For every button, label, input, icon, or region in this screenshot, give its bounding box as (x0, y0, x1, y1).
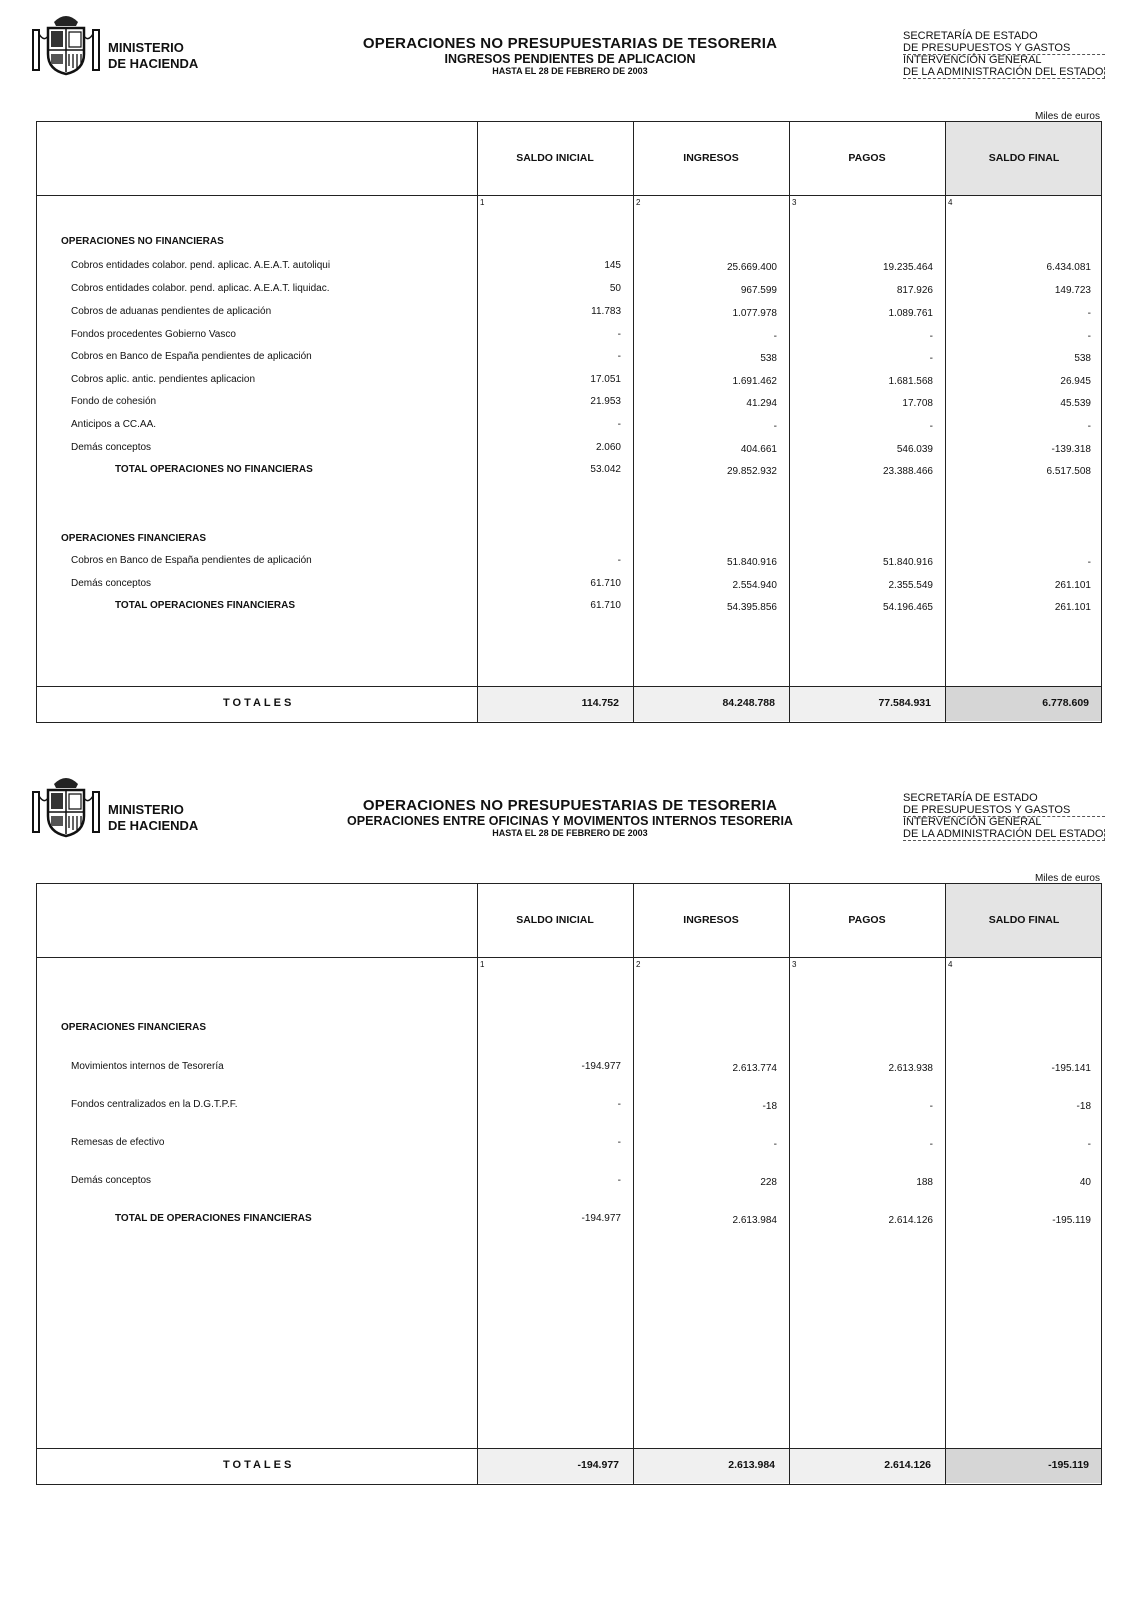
table-cell: - (929, 421, 933, 432)
table-cell: 26.945 (1060, 376, 1091, 387)
total-row-label: TOTAL DE OPERACIONES FINANCIERAS (115, 1213, 312, 1224)
column-number: 3 (792, 198, 797, 207)
table-cell: - (929, 353, 933, 364)
table-cell: 967.599 (740, 285, 777, 296)
total-row-label: TOTAL OPERACIONES FINANCIERAS (115, 600, 296, 611)
table-cell: 546.039 (896, 444, 933, 455)
table-cell: -18 (762, 1101, 777, 1112)
column-divider (789, 122, 790, 722)
column-header: SALDO FINAL (988, 152, 1060, 164)
table-cell: - (1087, 1139, 1091, 1150)
table-cell: 2.613.938 (888, 1063, 933, 1074)
column-divider (477, 884, 478, 1484)
report-heading (250, 798, 890, 839)
header-divider (37, 957, 1101, 958)
table-cell: 1.089.761 (888, 308, 933, 319)
totales-cell: 114.752 (581, 697, 619, 709)
row-label: Fondos procedentes Gobierno Vasco (71, 329, 236, 340)
row-label: Cobros aplic. antic. pendientes aplicacion (71, 374, 255, 385)
report-subtitle: INGRESOS PENDIENTES DE APLICACION (444, 52, 696, 66)
table-cell: 51.840.916 (726, 557, 777, 568)
totales-label: TOTALES (223, 697, 295, 709)
table-cell: 1.077.978 (732, 308, 777, 319)
table-cell: - (929, 331, 933, 342)
table-cell: 2.614.126 (888, 1215, 933, 1226)
table-cell: 261.101 (1054, 580, 1091, 591)
table-cell: 538 (1074, 353, 1091, 364)
column-number: 2 (636, 198, 641, 207)
table-cell: 61.710 (590, 600, 621, 611)
column-divider (945, 122, 946, 722)
table-cell: 2.554.940 (732, 580, 777, 591)
coat-of-arms-logo (30, 774, 102, 840)
table-cell: 6.434.081 (1046, 262, 1091, 273)
secretaria-block: SECRETARÍA DE ESTADO DE PRESUPUESTOS Y GASTOS INTERVENCIÓN GENERAL DE LA ADMINISTRACIÓN DEL ESTADO (903, 30, 1104, 78)
column-header: SALDO FINAL (988, 914, 1060, 926)
row-label: Demás conceptos (71, 442, 152, 453)
table-cell: 41.294 (746, 398, 777, 409)
table-cell: - (929, 1101, 933, 1112)
totales-cell: 77.584.931 (878, 697, 931, 709)
table-cell: - (617, 555, 621, 566)
column-number: 4 (948, 960, 953, 969)
table-cell: - (1087, 557, 1091, 568)
table-cell: 21.953 (590, 396, 621, 407)
report-date: HASTA EL 28 DE FEBRERO DE 2003 (492, 66, 648, 76)
table-cell: - (617, 1137, 621, 1148)
table-cell: 25.669.400 (726, 262, 777, 273)
row-label: Remesas de efectivo (71, 1137, 165, 1148)
table-cell: - (1087, 331, 1091, 342)
table-cell: 17.708 (902, 398, 933, 409)
report-heading (250, 36, 890, 77)
table-cell: 17.051 (590, 374, 621, 385)
table-cell: - (617, 329, 621, 340)
row-label: Cobros en Banco de España pendientes de aplicación (71, 555, 312, 566)
table-cell: 53.042 (590, 464, 621, 475)
row-label: Cobros entidades colabor. pend. aplicac. A.E.A.T. autoliqui (71, 260, 331, 271)
table-cell: 538 (760, 353, 777, 364)
table-cell: - (773, 421, 777, 432)
table-cell: - (1087, 308, 1091, 319)
table-cell: -139.318 (1051, 444, 1091, 455)
data-table (36, 121, 1102, 723)
ministry-name: MINISTERIO DE HACIENDA (108, 40, 199, 71)
totales-cell: 2.613.984 (728, 1459, 775, 1471)
column-divider (945, 884, 946, 1484)
table-cell: 817.926 (896, 285, 933, 296)
table-cell: 11.783 (591, 306, 621, 317)
table-cell: - (617, 351, 621, 362)
table-cell: 61.710 (590, 578, 621, 589)
units-label: Miles de euros (1034, 111, 1100, 122)
column-number: 4 (948, 198, 953, 207)
column-divider (477, 122, 478, 722)
row-label: Cobros de aduanas pendientes de aplicación (71, 306, 272, 317)
table-cell: - (773, 331, 777, 342)
totales-cell: 84.248.788 (722, 697, 775, 709)
row-label: Movimientos internos de Tesorería (71, 1061, 224, 1072)
table-cell: 2.355.549 (888, 580, 933, 591)
table-cell: 261.101 (1054, 602, 1091, 613)
column-header: INGRESOS (683, 152, 739, 164)
column-number: 1 (480, 960, 485, 969)
section-heading: OPERACIONES FINANCIERAS (61, 1022, 207, 1033)
table-cell: 188 (916, 1177, 933, 1188)
column-divider (789, 884, 790, 1484)
column-header: PAGOS (848, 152, 886, 164)
table-cell: 40 (1079, 1177, 1091, 1188)
column-header: SALDO INICIAL (516, 152, 594, 164)
table-cell: - (617, 1175, 621, 1186)
table-cell: 50 (609, 283, 621, 294)
table-cell: 29.852.932 (726, 466, 777, 477)
report-date: HASTA EL 28 DE FEBRERO DE 2003 (492, 828, 648, 838)
table-cell: 1.681.568 (888, 376, 933, 387)
table-cell: -195.141 (1051, 1063, 1091, 1074)
column-number: 2 (636, 960, 641, 969)
table-cell: 2.613.984 (732, 1215, 777, 1226)
table-cell: 23.388.466 (882, 466, 933, 477)
total-row-label: TOTAL OPERACIONES NO FINANCIERAS (115, 464, 313, 475)
table-cell: 19.235.464 (882, 262, 933, 273)
row-label: Cobros entidades colabor. pend. aplicac. A.E.A.T. liquidac. (71, 283, 330, 294)
ministry-name: MINISTERIO DE HACIENDA (108, 802, 199, 833)
table-cell: 404.661 (740, 444, 777, 455)
table-cell: 2.060 (595, 442, 621, 453)
row-label: Demás conceptos (71, 1175, 152, 1186)
table-cell: 51.840.916 (882, 557, 933, 568)
table-cell: - (617, 1099, 621, 1110)
table-cell: - (929, 1139, 933, 1150)
row-label: Demás conceptos (71, 578, 152, 589)
row-label: Fondos centralizados en la D.G.T.P.F. (71, 1099, 238, 1110)
column-number: 1 (480, 198, 485, 207)
table-cell: 2.613.774 (732, 1063, 777, 1074)
table-cell: - (773, 1139, 777, 1150)
column-number: 3 (792, 960, 797, 969)
coat-of-arms-logo (30, 12, 102, 78)
totales-cell: 6.778.609 (1042, 697, 1089, 709)
secretaria-block: SECRETARÍA DE ESTADO DE PRESUPUESTOS Y GASTOS INTERVENCIÓN GENERAL DE LA ADMINISTRACIÓN DEL ESTADO (903, 792, 1104, 840)
totals-divider (37, 686, 1101, 687)
report-title: OPERACIONES NO PRESUPUESTARIAS DE TESORERIA (362, 35, 778, 52)
section-heading: OPERACIONES NO FINANCIERAS (61, 236, 224, 247)
column-divider (633, 884, 634, 1484)
report-title: OPERACIONES NO PRESUPUESTARIAS DE TESORERIA (362, 797, 778, 814)
table-cell: 149.723 (1054, 285, 1091, 296)
table-cell: 1.691.462 (732, 376, 777, 387)
table-cell: -18 (1076, 1101, 1091, 1112)
totales-cell: -194.977 (577, 1459, 619, 1471)
units-label: Miles de euros (1034, 873, 1100, 884)
table-cell: 6.517.508 (1046, 466, 1091, 477)
table-cell: 54.196.465 (882, 602, 933, 613)
row-label: Fondo de cohesión (71, 396, 157, 407)
table-cell: 54.395.856 (726, 602, 777, 613)
table-cell: - (617, 419, 621, 430)
table-cell: 145 (604, 260, 621, 271)
column-header: PAGOS (848, 914, 886, 926)
table-cell: 45.539 (1060, 398, 1091, 409)
column-header: INGRESOS (683, 914, 739, 926)
table-cell: - (1087, 421, 1091, 432)
table-cell: -195.119 (1052, 1215, 1091, 1226)
totales-cell: -195.119 (1048, 1459, 1089, 1471)
table-cell: -194.977 (581, 1213, 621, 1224)
report-subtitle: OPERACIONES ENTRE OFICINAS Y MOVIMENTOS INTERNOS TESORERIA (347, 814, 793, 828)
data-table (36, 883, 1102, 1485)
row-label: Cobros en Banco de España pendientes de aplicación (71, 351, 312, 362)
table-cell: 228 (760, 1177, 777, 1188)
row-label: Anticipos a CC.AA. (71, 419, 157, 430)
section-heading: OPERACIONES FINANCIERAS (61, 533, 207, 544)
table-cell: -194.977 (581, 1061, 621, 1072)
header-divider (37, 195, 1101, 196)
column-header: SALDO INICIAL (516, 914, 594, 926)
totales-label: TOTALES (223, 1459, 295, 1471)
totales-cell: 2.614.126 (884, 1459, 931, 1471)
totals-divider (37, 1448, 1101, 1449)
column-divider (633, 122, 634, 722)
